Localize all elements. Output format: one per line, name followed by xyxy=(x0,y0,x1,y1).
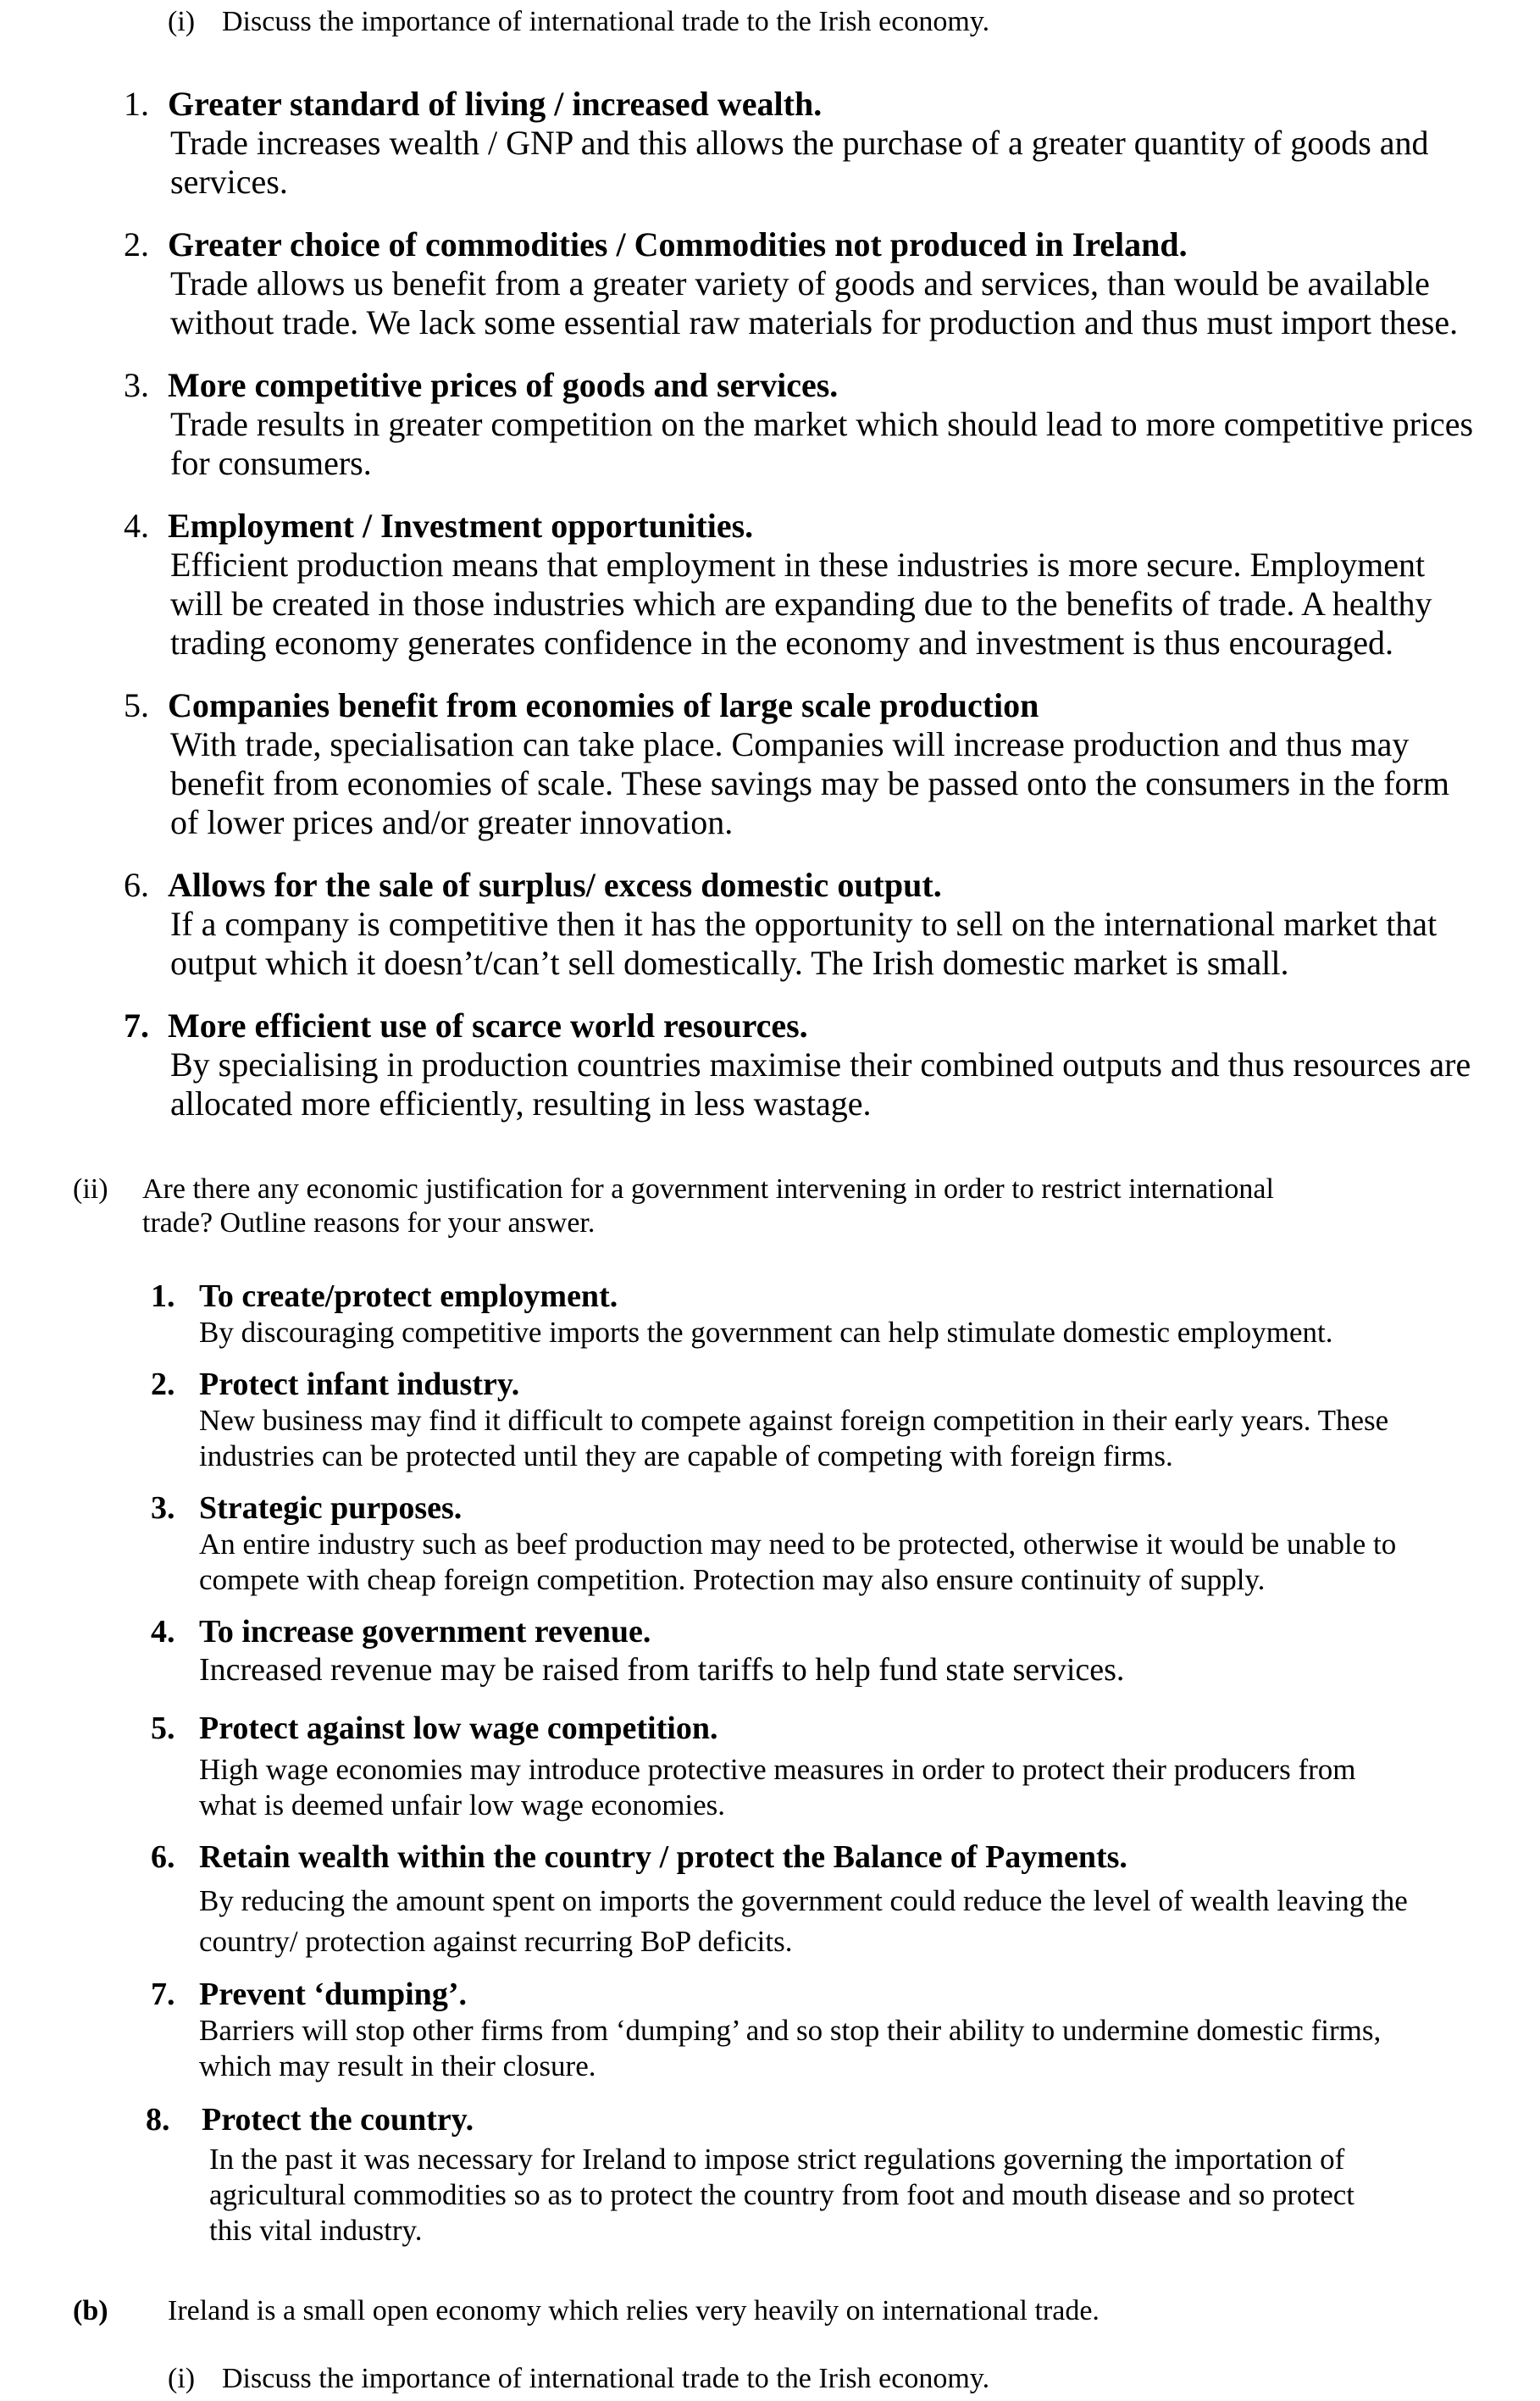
item-heading: To create/protect employment. xyxy=(199,1278,618,1314)
item-body: Increased revenue may be raised from tariffs to help fund state services. xyxy=(199,1652,1125,1688)
question-text: Ireland is a small open economy which relies very heavily on international trade. xyxy=(168,2295,1100,2326)
item-heading: Protect the country. xyxy=(202,2102,474,2138)
item-number: 3. xyxy=(124,366,149,404)
item-number: 7. xyxy=(124,1006,149,1045)
item-body: In the past it was necessary for Ireland to impose strict regulations governing the importation of agricultural commodities so as to protect the country from foot and mouth disease and so protect this vital industry. xyxy=(209,2143,1355,2247)
item-heading: Employment / Investment opportunities. xyxy=(168,507,754,545)
item-heading: Greater standard of living / increased wealth. xyxy=(168,85,823,123)
item-body: New business may find it difficult to compete against foreign competition in their early years. These industries can be protected until they are capable of competing with foreign firms. xyxy=(199,1404,1389,1472)
item-number: 4. xyxy=(151,1614,175,1650)
item-number: 2. xyxy=(124,225,149,263)
item-number: 1. xyxy=(151,1278,175,1314)
item-heading: Retain wealth within the country / protect the Balance of Payments. xyxy=(199,1839,1127,1875)
question-text: Discuss the importance of international trade to the Irish economy. xyxy=(222,2363,990,2394)
item-body: By specialising in production countries maximise their combined outputs and thus resources are allocated more efficiently, resulting in less wastage. xyxy=(170,1045,1471,1123)
item-heading: Protect against low wage competition. xyxy=(199,1711,718,1746)
item-body: By discouraging competitive imports the government can help stimulate domestic employment. xyxy=(199,1316,1333,1349)
item-number: 2. xyxy=(151,1367,175,1402)
item-heading: More competitive prices of goods and services. xyxy=(168,366,839,404)
item-heading: More efficient use of scarce world resources. xyxy=(168,1006,808,1045)
item-body: By reducing the amount spent on imports the government could reduce the level of wealth leaving the country/ protection against recurring BoP deficits. xyxy=(199,1884,1408,1958)
item-number: 4. xyxy=(124,507,149,545)
item-body: If a company is competitive then it has the opportunity to sell on the international market that output which it doesn’t/can’t sell domestically. The Irish domestic market is small. xyxy=(170,905,1438,982)
question-label: (i) xyxy=(168,2363,196,2394)
item-body: High wage economies may introduce protective measures in order to protect their producers from what is deemed unfair low wage economies. xyxy=(199,1753,1356,1822)
question-label: (i) xyxy=(168,6,196,37)
item-number: 8. xyxy=(146,2102,170,2138)
item-number: 6. xyxy=(124,866,149,904)
question-text: Discuss the importance of international trade to the Irish economy. xyxy=(222,6,990,37)
item-body: Trade results in greater competition on the market which should lead to more competitive prices for consumers. xyxy=(170,405,1474,482)
item-number: 6. xyxy=(151,1839,175,1875)
item-body: Barriers will stop other firms from ‘dumping’ and so stop their ability to undermine domestic firms, which may result in their closure. xyxy=(199,2014,1382,2082)
item-heading: To increase government revenue. xyxy=(199,1614,651,1650)
item-number: 5. xyxy=(151,1711,175,1746)
item-body: Efficient production means that employment in these industries is more secure. Employment will be created in those industries which are expanding due to the benefits of trade. A healthy trading economy generates confidence in the economy and investment is thus encouraged. xyxy=(170,546,1432,662)
item-heading: Greater choice of commodities / Commodities not produced in Ireland. xyxy=(168,225,1188,263)
item-number: 1. xyxy=(124,85,149,123)
item-heading: Strategic purposes. xyxy=(199,1490,463,1526)
item-number: 7. xyxy=(151,1977,175,2012)
item-body: An entire industry such as beef production may need to be protected, otherwise it would be unable to compete with cheap foreign competition. Protection may also ensure continuity of supply. xyxy=(199,1528,1397,1596)
item-heading: Prevent ‘dumping’. xyxy=(199,1977,467,2012)
item-number: 3. xyxy=(151,1490,175,1526)
item-number: 5. xyxy=(124,686,149,724)
item-heading: Companies benefit from economies of large scale production xyxy=(168,686,1039,724)
item-heading: Allows for the sale of surplus/ excess domestic output. xyxy=(168,866,942,904)
item-body: Trade allows us benefit from a greater variety of goods and services, than would be available without trade. We lack some essential raw materials for production and thus must import these. xyxy=(170,264,1459,341)
question-label: (b) xyxy=(73,2295,108,2326)
item-body: With trade, specialisation can take place. Companies will increase production and thus may benefit from economies of scale. These savings may be passed onto the consumers in the form of lower prices and/or greater innovation. xyxy=(170,725,1449,841)
question-text: Are there any economic justification for a government intervening in order to restrict international trade? Outline reasons for your answer. xyxy=(142,1173,1274,1239)
item-heading: Protect infant industry. xyxy=(199,1367,520,1402)
item-body: Trade increases wealth / GNP and this allows the purchase of a greater quantity of goods and services. xyxy=(170,124,1429,201)
question-label: (ii) xyxy=(73,1173,108,1205)
